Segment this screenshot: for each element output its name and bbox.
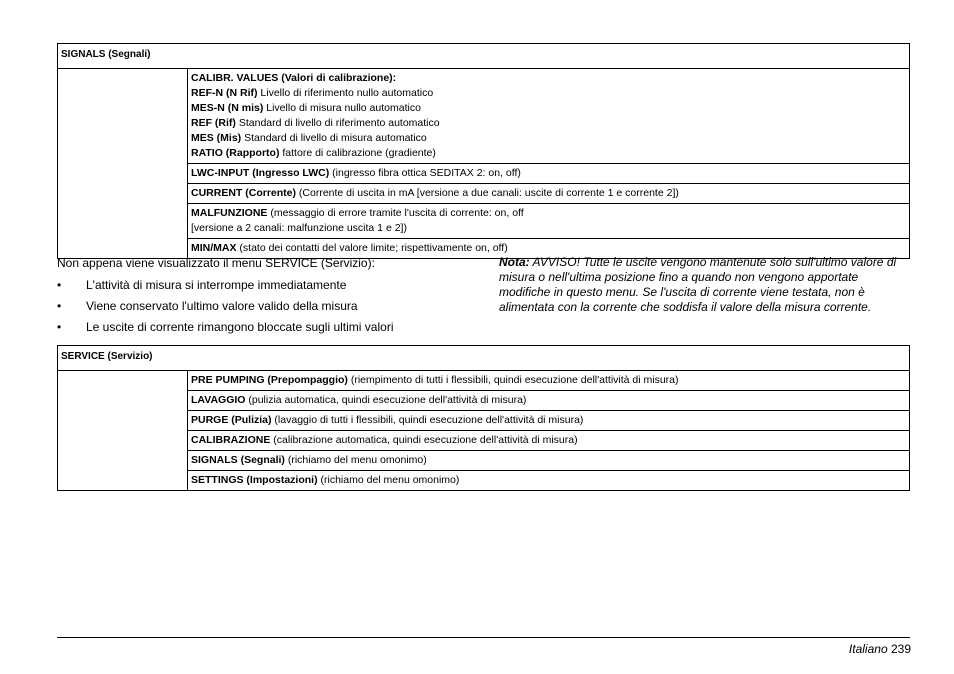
service-row-lavaggio: LAVAGGIO (pulizia automatica, quindi esecuzione dell'attività di misura) xyxy=(188,391,910,411)
service-table-header: SERVICE (Servizio) xyxy=(58,346,910,371)
page-number: 239 xyxy=(890,642,911,656)
current-cell: CURRENT (Corrente) (Corrente di uscita in mA [versione a due canali: uscite di corrente 1 e corrente 2]) xyxy=(188,184,910,204)
service-table-left-cell xyxy=(58,371,188,491)
service-row-pre-pumping: PRE PUMPING (Prepompaggio) (riempimento di tutti i flessibili, quindi esecuzione dell'attività di misura) xyxy=(188,371,910,391)
service-row-settings: SETTINGS (Impostazioni) (richiamo del menu omonimo) xyxy=(188,471,910,491)
service-intro-column xyxy=(57,255,477,340)
calib-item-ref: REF (Rif) Standard di livello di riferimento automatico xyxy=(191,117,440,129)
calib-item-ratio: RATIO (Rapporto) fattore di calibrazione (gradiente) xyxy=(191,147,436,159)
calib-item-mes-n: MES-N (N mis) Livello di misura nullo automatico xyxy=(191,102,421,114)
signals-table xyxy=(57,43,910,259)
bullet-icon: • xyxy=(57,320,62,334)
bullet-icon: • xyxy=(57,278,62,292)
service-row-purge: PURGE (Pulizia) (lavaggio di tutti i flessibili, quindi esecuzione dell'attività di misura) xyxy=(188,411,910,431)
signals-table-left-cell xyxy=(58,69,188,259)
signals-table-header: SIGNALS (Segnali) xyxy=(58,44,910,69)
bullet-item: • Viene conservato l'ultimo valore valido della misura xyxy=(57,299,358,313)
min-max-cell: MIN/MAX (stato dei contatti del valore limite; rispettivamente on, off) xyxy=(188,239,910,259)
calibr-values-cell xyxy=(188,69,910,164)
bullet-item: • Le uscite di corrente rimangono bloccate sugli ultimi valori xyxy=(57,320,394,334)
calib-item-mes: MES (Mis) Standard di livello di misura automatico xyxy=(191,132,427,144)
service-bullet-list xyxy=(57,277,477,335)
footer-divider xyxy=(57,637,910,638)
footer-language: Italiano xyxy=(848,642,888,656)
lwc-input-cell: LWC-INPUT (Ingresso LWC) (ingresso fibra ottica SEDITAX 2: on, off) xyxy=(188,164,910,184)
note-text: AVVISO! Tutte le uscite vengono mantenute solo sull'ultimo valore di misura o nell'ultima posizione fino a quando non vengono apportate modifiche in questo menu. Se l'uscita di corrente viene testata, non è alimentata con la corrente che soddisfa il valore della misura corrente. xyxy=(499,255,897,314)
calibr-values-title: CALIBR. VALUES (Valori di calibrazione): xyxy=(191,72,397,84)
page-footer xyxy=(849,642,911,656)
bullet-item: • L'attività di misura si interrompe immediatamente xyxy=(57,278,347,292)
service-row-calibrazione: CALIBRAZIONE (calibrazione automatica, quindi esecuzione dell'attività di misura) xyxy=(188,431,910,451)
note-label: Nota: xyxy=(499,255,530,269)
calib-item-ref-n: REF-N (N Rif) Livello di riferimento nullo automatico xyxy=(191,87,434,99)
service-table xyxy=(57,345,910,491)
service-row-signals: SIGNALS (Segnali) (richiamo del menu omonimo) xyxy=(188,451,910,471)
malfunzione-cell: MALFUNZIONE (messaggio di errore tramite l'uscita di corrente: on, off [versione a 2 canali: malfunzione uscita 1 e 2]) xyxy=(188,204,910,239)
note-block xyxy=(499,255,911,315)
bullet-icon: • xyxy=(57,299,62,313)
service-intro-text: Non appena viene visualizzato il menu SERVICE (Servizio): xyxy=(57,256,375,270)
